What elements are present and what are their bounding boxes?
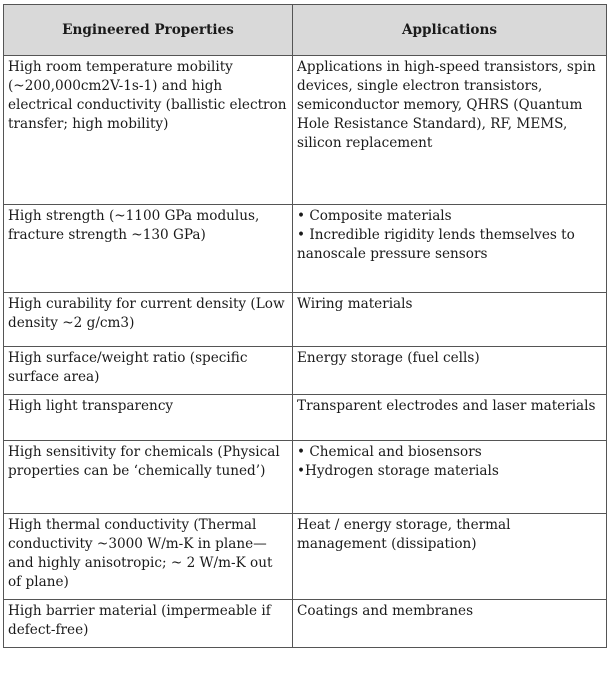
property-cell: High room temperature mobility (~200,000cm2V-1s-1) and high electrical conductivity (ballistic electron transfer; high mobility) xyxy=(4,56,293,205)
application-item: • Composite materials xyxy=(297,208,452,224)
applications-cell xyxy=(293,600,607,648)
header-engineered-properties: Engineered Properties xyxy=(4,5,293,56)
applications-cell xyxy=(293,205,607,293)
applications-cell xyxy=(293,56,607,205)
application-item: Heat / energy storage, thermal management (dissipation) xyxy=(297,517,511,552)
property-cell: High sensitivity for chemicals (Physical properties can be ‘chemically tuned’) xyxy=(4,441,293,514)
table-row xyxy=(4,56,607,205)
applications-cell xyxy=(293,514,607,600)
application-item: •Hydrogen storage materials xyxy=(297,463,499,479)
header-applications: Applications xyxy=(293,5,607,56)
application-item: Coatings and membranes xyxy=(297,603,474,619)
table-row xyxy=(4,347,607,395)
application-item: • Chemical and biosensors xyxy=(297,444,482,460)
application-item: Applications in high-speed transistors, spin devices, single electron transistors, semiconductor memory, QHRS (Quantum Hole Resistance Standard), RF, MEMS, silicon replacement xyxy=(297,59,596,151)
property-cell: High surface/weight ratio (specific surface area) xyxy=(4,347,293,395)
property-cell: High barrier material (impermeable if defect-free) xyxy=(4,600,293,648)
application-item: Wiring materials xyxy=(297,296,413,312)
applications-cell xyxy=(293,293,607,347)
property-cell: High light transparency xyxy=(4,395,293,441)
table-row xyxy=(4,205,607,293)
table-row xyxy=(4,395,607,441)
applications-cell xyxy=(293,347,607,395)
applications-cell xyxy=(293,441,607,514)
application-item: • Incredible rigidity lends themselves to nanoscale pressure sensors xyxy=(297,227,575,262)
properties-table xyxy=(3,4,607,648)
property-cell: High curability for current density (Low density ~2 g/cm3) xyxy=(4,293,293,347)
application-item: Transparent electrodes and laser materials xyxy=(297,398,596,414)
applications-cell xyxy=(293,395,607,441)
property-cell: High strength (~1100 GPa modulus, fracture strength ~130 GPa) xyxy=(4,205,293,293)
table-header-row xyxy=(4,5,607,56)
table-row xyxy=(4,514,607,600)
table-row xyxy=(4,441,607,514)
application-item: Energy storage (fuel cells) xyxy=(297,350,480,366)
table-row xyxy=(4,600,607,648)
table-row xyxy=(4,293,607,347)
property-cell: High thermal conductivity (Thermal conductivity ~3000 W/m-K in plane—and highly anisotropic; ~ 2 W/m-K out of plane) xyxy=(4,514,293,600)
